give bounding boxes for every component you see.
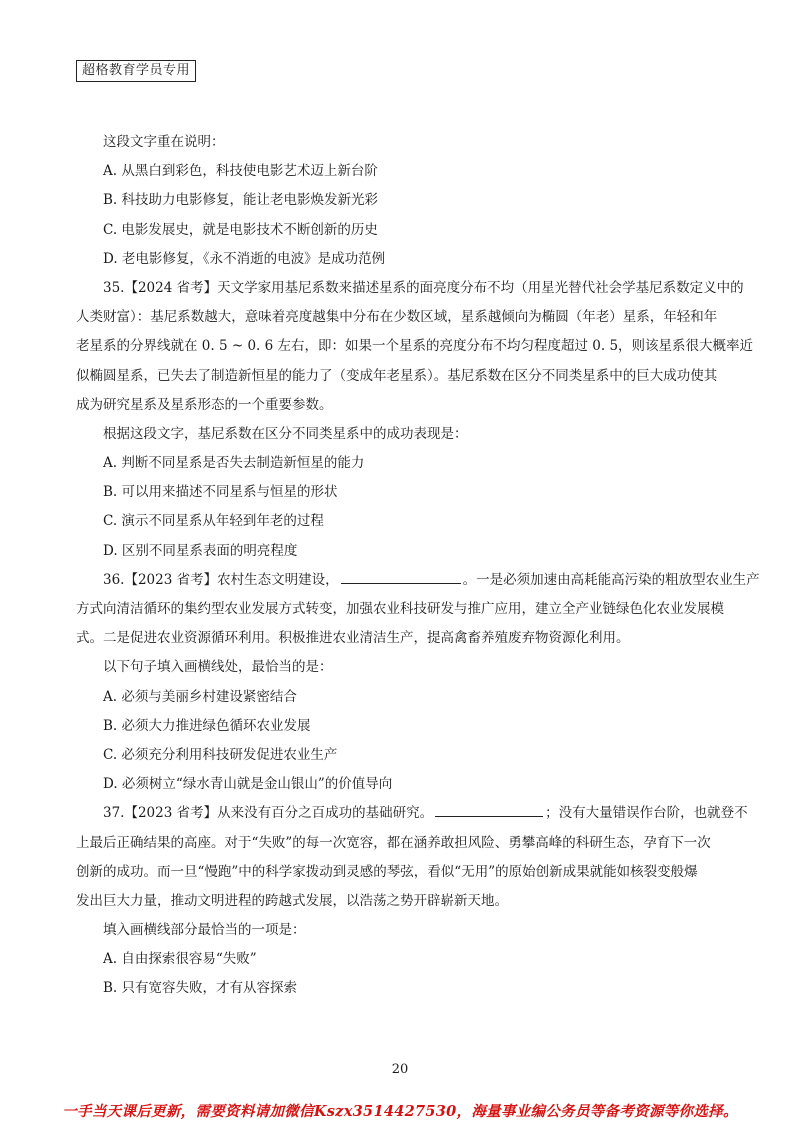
q37-prompt: 填入画横线部分最恰当的一项是： [103, 922, 306, 939]
q37-text-line [76, 799, 748, 828]
document-body [76, 128, 760, 1004]
watermark-stamp: 超格教育学员专用 [76, 60, 196, 82]
q36-option-b: B. 必须大力推进绿色循环农业发展 [103, 717, 311, 734]
q37-text-line: 上最后正确结果的高座。对于“失败”的每一次宽容，都在涵养敢担风险、勇攀高峰的科研生态，孕育下一次 [76, 834, 711, 851]
q36-prompt: 以下句子填入画横线处，最恰当的是： [103, 659, 333, 676]
q35-prompt: 根据这段文字，基尼系数在区分不同类星系中的成功表现是： [103, 425, 468, 442]
q37-text-line: 发出巨大力量，推动文明进程的跨越式发展，以浩荡之势开辟崭新天地。 [76, 892, 508, 909]
q36-text-line: 方式向清洁循环的集约型农业发展方式转变，加强农业科技研发与推广应用，建立全产业链绿色化农业发展模 [76, 601, 724, 617]
q34-option-b: B. 科技助力电影修复，能让老电影焕发新光彩 [103, 192, 379, 209]
q35-option-a: A. 判断不同星系是否失去制造新恒星的能力 [103, 455, 365, 472]
q36-option-c: C. 必须充分利用科技研发促进农业生产 [103, 746, 338, 763]
q37-option-b: B. 只有宽容失败，才有从容探索 [103, 980, 298, 997]
q35-text-line: 老星系的分界线就在 0. 5 ~ 0. 6 左右，即：如果一个星系的亮度分布不均匀程度超过 0. 5，则该星系很大概率近 [76, 338, 754, 355]
q36-text-line: 式。二是促进农业资源循环利用。积极推进农业清洁生产，提高禽畜养殖废弃物资源化利用。 [76, 630, 630, 647]
q35-text-line: 35.【2024 省考】天文学家用基尼系数来描述星系的面亮度分布不均（用星光替代社会学基尼系数定义中的 [103, 279, 744, 296]
q35-option-d: D. 区别不同星系表面的明亮程度 [103, 542, 298, 559]
q35-option-c: C. 演示不同星系从年轻到年老的过程 [103, 513, 324, 530]
q34-option-a: A. 从黑白到彩色，科技使电影艺术迈上新台阶 [103, 163, 378, 180]
q36-stem-start: 36.【2023 省考】农村生态文明建设， [103, 571, 339, 588]
fill-blank [341, 569, 461, 584]
q34-option-c: C. 电影发展史，就是电影技术不断创新的历史 [103, 221, 378, 238]
q36-text-line [76, 566, 760, 595]
q37-stem-start: 37.【2023 省考】从来没有百分之百成功的基础研究。 [103, 805, 434, 822]
q37-option-a: A. 自由探索很容易“失败” [103, 951, 257, 968]
q34-option-d: D. 老电影修复，《永不消逝的电波》是成功范例 [103, 250, 386, 267]
q35-text-line: 成为研究星系及星系形态的一个重要参数。 [76, 396, 333, 413]
fill-blank [435, 802, 543, 817]
q34-prompt: 这段文字重在说明： [103, 134, 225, 150]
q35-text-line: 似椭圆星系，已失去了制造新恒星的能力了（变成年老星系）。基尼系数在区分不同类星系中的巨大成功使其 [76, 367, 718, 384]
q35-option-b: B. 可以用来描述不同星系与恒星的形状 [103, 484, 338, 501]
q35-text-line: 人类财富）：基尼系数越大，意味着亮度越集中分布在少数区域，星系越倾向为椭圆（年老）星系，年轻和年 [76, 309, 718, 326]
q37-stem-end: ；没有大量错误作台阶，也就登不 [545, 805, 748, 822]
q36-option-d: D. 必须树立“绿水青山就是金山银山”的价值导向 [103, 776, 393, 793]
q37-text-line: 创新的成功。而一旦“慢跑”中的科学家拨动到灵感的琴弦，看似“无用”的原始创新成果就能如核裂变般爆 [76, 863, 698, 880]
q36-option-a: A. 必须与美丽乡村建设紧密结合 [103, 688, 297, 705]
page-number: 20 [391, 1062, 409, 1077]
footer-notice: 一手当天课后更新，需要资料请加微信Kszx3514427530，海量事业编公务员等备考资源等你选择。 [62, 1103, 738, 1120]
q36-stem-end: 。一是必须加速由高耗能高污染的粗放型农业生产 [462, 571, 760, 588]
